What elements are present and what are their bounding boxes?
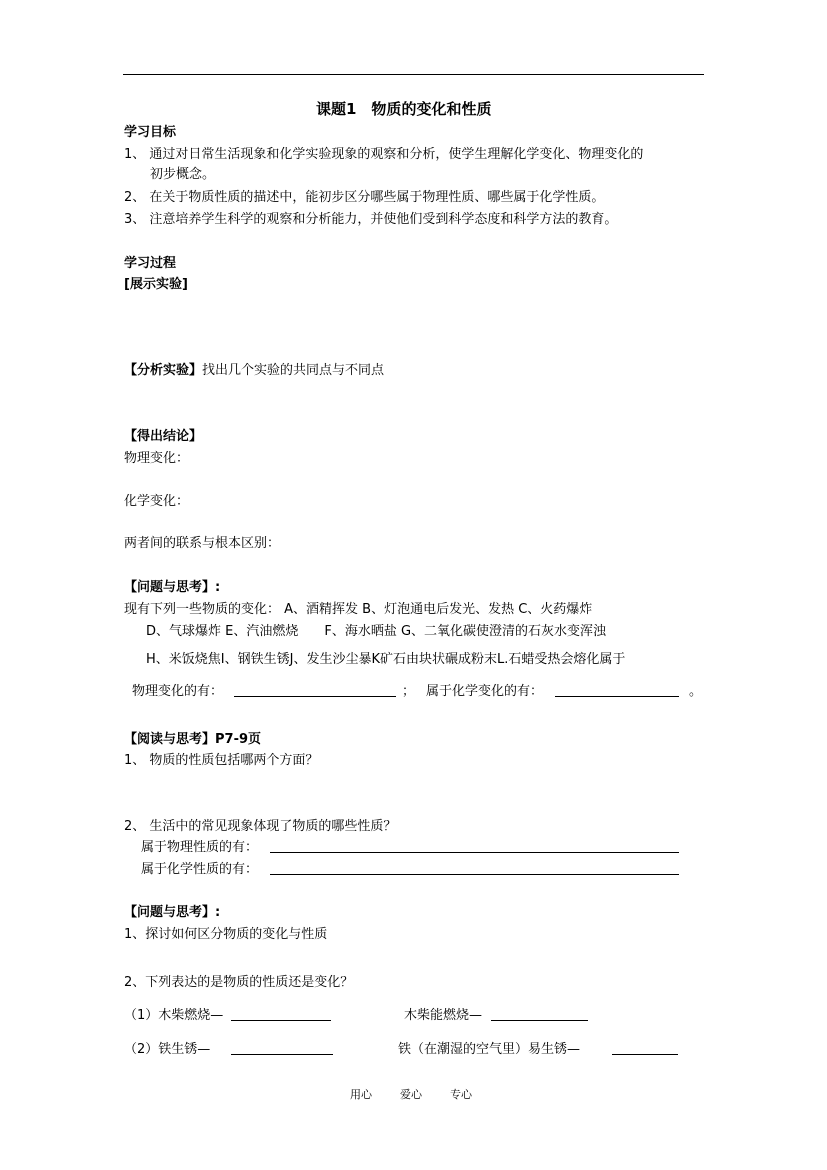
goal-item-1: 1、 通过对日常生活现象和化学实验现象的观察和分析，使学生理解化学变化、物理变化的	[124, 147, 644, 162]
footer-text-3: 专心	[450, 1088, 472, 1101]
analyze-text: 找出几个实验的共同点与不同点	[202, 363, 385, 378]
question2-q2: 2、下列表达的是物质的性质还是变化？	[124, 975, 354, 990]
chemical-change-answer-label: 属于化学变化的有：	[426, 684, 544, 699]
chemical-property-label: 属于化学性质的有：	[141, 862, 259, 877]
reading-pages: P7-9页	[215, 732, 262, 747]
analyze-label: 【分析实验】	[124, 363, 203, 378]
question1-line-3: H、米饭烧焦I、钢铁生锈J、发生沙尘暴K矿石由块状碾成粉末L.石蜡受热会熔化属于	[146, 652, 626, 667]
question2-q1: 1、探讨如何区分物质的变化与性质	[124, 927, 328, 942]
chemical-change-blank[interactable]	[555, 682, 679, 697]
answer-separator: ；	[402, 684, 416, 699]
answer-end: 。	[689, 684, 703, 699]
chemical-change-label: 化学变化：	[124, 494, 190, 509]
physical-property-label: 属于物理性质的有：	[141, 840, 259, 855]
item1-right-blank[interactable]	[491, 1006, 588, 1021]
goal-item-3: 3、 注意培养学生科学的观察和分析能力，并使他们受到科学态度和科学方法的教育。	[124, 212, 618, 227]
item2-right: 铁（在潮湿的空气里）易生锈—	[398, 1042, 581, 1057]
item1-left: （1）木柴燃烧—	[124, 1008, 224, 1023]
goals-heading: 学习目标	[124, 125, 177, 140]
item1-left-blank[interactable]	[231, 1006, 331, 1021]
reading-question-1: 1、 物质的性质包括哪两个方面？	[124, 753, 319, 768]
header-rule	[123, 74, 704, 75]
goal-item-1-cont: 初步概念。	[150, 167, 216, 182]
item2-left-blank[interactable]	[231, 1040, 333, 1055]
reading-line	[124, 731, 261, 748]
analyze-line	[124, 362, 384, 379]
question1-line-1: 现有下列一些物质的变化： A、酒精挥发 B、灯泡通电后发光、发热 C、火药爆炸	[124, 602, 593, 617]
physical-change-label: 物理变化：	[124, 451, 190, 466]
question1-label: 【问题与思考】:	[124, 580, 221, 595]
reading-label: 【阅读与思考】	[124, 732, 216, 747]
relation-label: 两者间的联系与根本区别：	[124, 536, 281, 551]
item2-right-blank[interactable]	[612, 1040, 678, 1055]
demo-label: [展示实验]	[124, 277, 188, 292]
footer-text-1: 用心	[350, 1088, 372, 1101]
item1-right: 木柴能燃烧—	[404, 1008, 483, 1023]
goal-item-2: 2、 在关于物质性质的描述中，能初步区分哪些属于物理性质、哪些属于化学性质。	[124, 190, 605, 205]
process-heading: 学习过程	[124, 256, 177, 271]
physical-change-answer-label: 物理变化的有：	[132, 684, 224, 699]
physical-property-blank[interactable]	[270, 838, 679, 853]
question2-label: 【问题与思考】:	[124, 905, 221, 920]
page-title: 课题1 物质的变化和性质	[316, 100, 492, 118]
physical-change-blank[interactable]	[234, 682, 396, 697]
item2-left: （2）铁生锈—	[124, 1042, 211, 1057]
conclusion-label: 【得出结论】	[124, 429, 203, 444]
chemical-property-blank[interactable]	[270, 860, 679, 875]
question1-line-2: D、气球爆炸 E、汽油燃烧 F、海水晒盐 G、二氧化碳使澄清的石灰水变浑浊	[146, 624, 607, 639]
footer-text-2: 爱心	[400, 1088, 422, 1101]
reading-question-2: 2、 生活中的常见现象体现了物质的哪些性质？	[124, 819, 397, 834]
